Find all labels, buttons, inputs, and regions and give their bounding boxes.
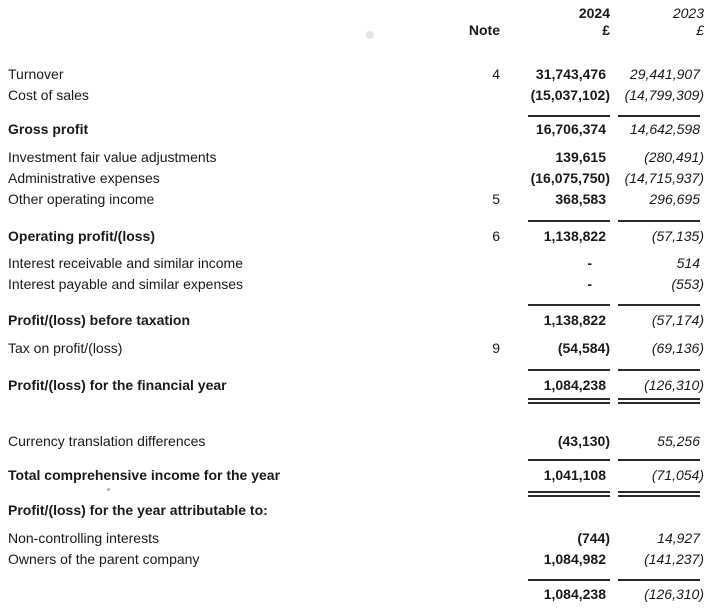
value-2023: (57,135) (651, 228, 704, 244)
double-total-rule-2024 (528, 398, 610, 404)
total-rule-2023 (618, 459, 700, 461)
value-2023: (141,237) (644, 551, 704, 567)
year-2023-header: 2023 (672, 5, 704, 21)
table-row-attributable-total (0, 586, 710, 602)
value-2024: 16,706,374 (535, 121, 606, 137)
value-2023: (57,174) (651, 312, 704, 328)
table-row-profit-for-year (0, 377, 710, 393)
header-unit-row (0, 22, 710, 38)
row-label: Turnover (8, 66, 64, 82)
row-label: Profit/(loss) for the year attributable to: (8, 502, 268, 518)
double-total-rule-2023 (618, 398, 700, 404)
total-rule-2023 (618, 115, 700, 117)
total-rule-2024 (528, 369, 610, 371)
value-2023: (553) (671, 276, 704, 292)
row-label: Other operating income (8, 191, 155, 207)
table-row-interest-receivable (0, 255, 710, 271)
value-2023: (14,799,309) (624, 87, 704, 103)
double-total-rule-2023 (618, 491, 700, 497)
total-rule-2023 (618, 579, 700, 581)
value-2024: (744) (577, 530, 610, 546)
note-ref: 5 (492, 191, 500, 207)
table-row-non-controlling-interests (0, 530, 710, 546)
value-2023: (280,491) (644, 149, 704, 165)
table-row-interest-payable (0, 276, 710, 292)
total-rule-2024 (528, 579, 610, 581)
value-2024: 1,084,238 (543, 377, 606, 393)
table-row-gross-profit (0, 121, 710, 137)
table-row-currency-translation (0, 433, 710, 449)
value-2024: (43,130) (557, 433, 610, 449)
header-year-row (0, 5, 710, 21)
total-rule-2023 (618, 220, 700, 222)
row-label: Profit/(loss) before taxation (8, 312, 191, 328)
currency-symbol-2023: £ (696, 22, 704, 38)
row-label: Investment fair value adjustments (8, 149, 217, 165)
total-rule-2024 (528, 115, 610, 117)
note-ref: 9 (492, 340, 500, 356)
value-2024: (15,037,102) (530, 87, 610, 103)
row-label: Owners of the parent company (8, 551, 200, 567)
value-2023: (126,310) (644, 586, 704, 602)
note-ref: 4 (492, 66, 500, 82)
scan-smudge (366, 31, 374, 39)
row-label: Profit/(loss) for the financial year (8, 377, 227, 393)
value-2023: 29,441,907 (629, 66, 700, 82)
value-2024: 1,041,108 (543, 467, 606, 483)
table-row-attributable-heading (0, 502, 710, 518)
scan-dot (107, 488, 110, 491)
table-row-administrative-expenses (0, 170, 710, 186)
value-2023: (69,136) (651, 340, 704, 356)
table-row-total-comprehensive-income (0, 467, 710, 483)
note-ref: 6 (492, 228, 500, 244)
row-label: Cost of sales (8, 87, 89, 103)
row-label: Tax on profit/(loss) (8, 340, 123, 356)
table-row-turnover (0, 66, 710, 82)
total-rule-2024 (528, 220, 610, 222)
note-column-header: Note (468, 22, 500, 38)
value-2024: - (587, 255, 592, 271)
row-label: Gross profit (8, 121, 89, 137)
row-label: Interest receivable and similar income (8, 255, 243, 271)
table-row-profit-before-taxation (0, 312, 710, 328)
row-label: Total comprehensive income for the year (8, 467, 281, 483)
value-2023: 55,256 (657, 433, 700, 449)
double-total-rule-2024 (528, 491, 610, 497)
value-2024: 1,138,822 (543, 312, 606, 328)
value-2024: 1,138,822 (543, 228, 606, 244)
year-2024-header: 2024 (578, 5, 610, 21)
table-row-other-operating-income (0, 191, 710, 207)
value-2023: 14,642,598 (629, 121, 700, 137)
value-2023: (14,715,937) (624, 170, 704, 186)
value-2024: 368,583 (555, 191, 606, 207)
total-rule-2023 (618, 369, 700, 371)
value-2024: 139,615 (555, 149, 606, 165)
table-row-operating-profit (0, 228, 710, 244)
value-2024: - (587, 276, 592, 292)
table-row-owners-of-parent (0, 551, 710, 567)
value-2024: (16,075,750) (530, 170, 610, 186)
value-2024: 1,084,238 (543, 586, 606, 602)
value-2024: 31,743,476 (535, 66, 606, 82)
currency-symbol-2024: £ (602, 22, 610, 38)
row-label: Currency translation differences (8, 433, 206, 449)
total-rule-2024 (528, 304, 610, 306)
value-2024: 1,084,982 (543, 551, 606, 567)
table-row-tax (0, 340, 710, 356)
total-rule-2024 (528, 459, 610, 461)
row-label: Administrative expenses (8, 170, 160, 186)
table-row-investment-fair-value (0, 149, 710, 165)
value-2023: 296,695 (649, 191, 700, 207)
value-2023: 14,927 (657, 530, 700, 546)
value-2023: (71,054) (651, 467, 704, 483)
row-label: Non-controlling interests (8, 530, 159, 546)
row-label: Operating profit/(loss) (8, 228, 155, 244)
value-2024: (54,584) (557, 340, 610, 356)
value-2023: (126,310) (644, 377, 704, 393)
total-rule-2023 (618, 304, 700, 306)
table-row-cost-of-sales (0, 87, 710, 103)
value-2023: 514 (676, 255, 700, 271)
row-label: Interest payable and similar expenses (8, 276, 244, 292)
